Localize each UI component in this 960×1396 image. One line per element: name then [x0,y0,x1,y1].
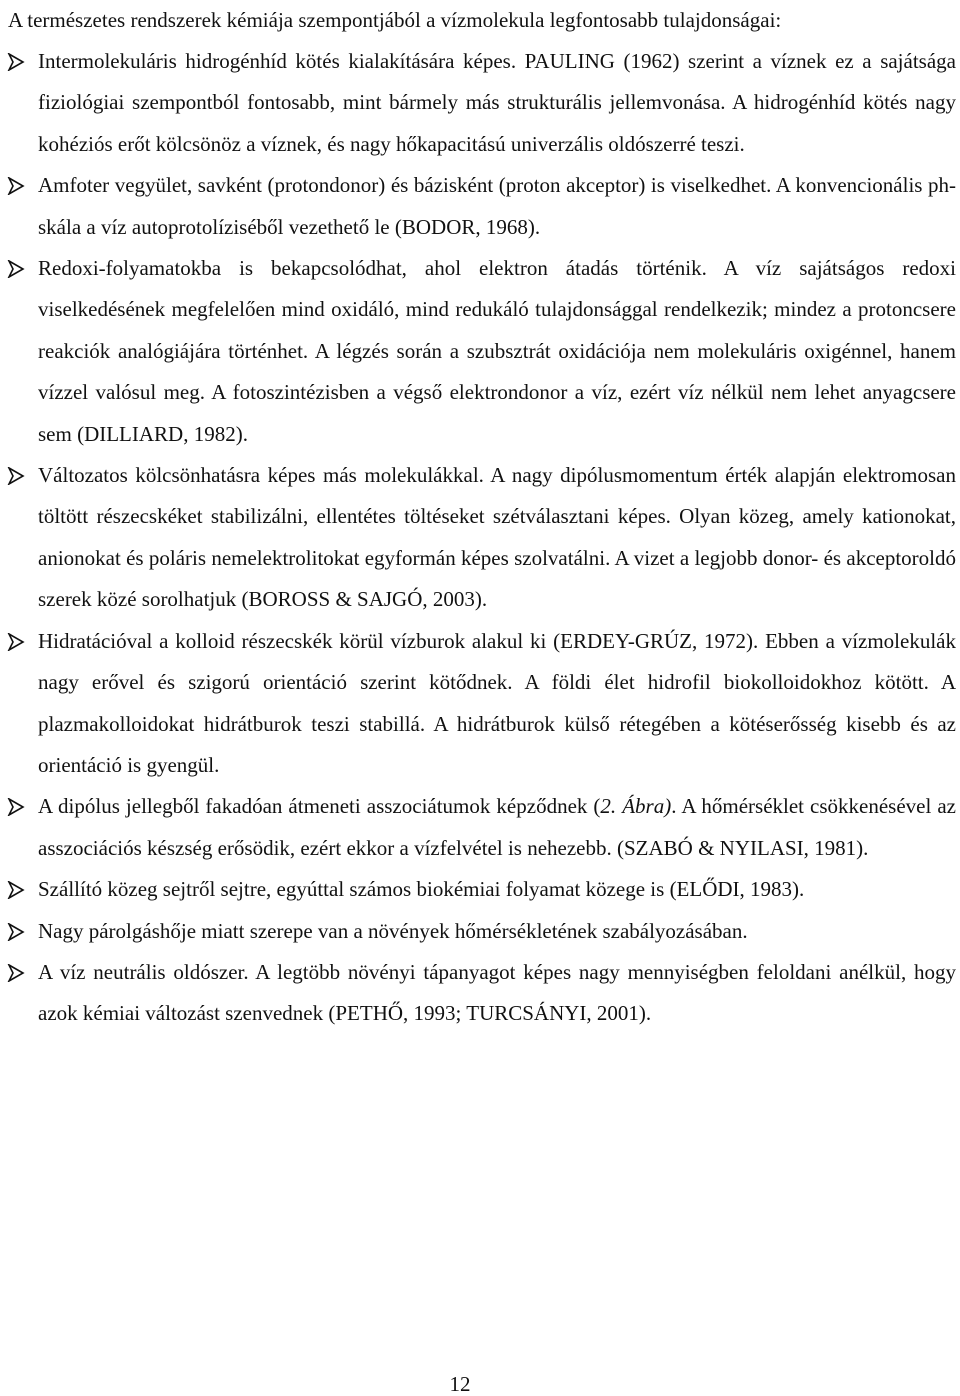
arrowhead-bullet-icon [7,952,27,993]
arrowhead-bullet-icon [7,621,27,662]
list-item-text [38,919,748,943]
text-run: Intermolekuláris hidrogénhíd kötés kialakítására képes. PAULING (1962) szerint a víznek ez a sajátsága fiziológiai szempontból fontosabb, mint bármely más strukturális jellemvonása. A hidrogénhíd kötés nagy kohéziós erőt kölcsönöz a víznek, és nagy hőkapacitású univerzális oldószerré teszi. [38,49,956,156]
arrowhead-bullet-icon [7,911,27,952]
list-item [0,952,960,1035]
text-run: . A hőmérséklet csökkenésével az asszociációs készség erősödik, ezért ekkor a vízfelvétel is nehezebb. (SZABÓ & NYILASI, 1981). [38,794,956,860]
list-item [0,248,960,455]
figure-reference: 2. Ábra) [600,794,672,819]
text-run: Amfoter vegyület, savként (protondonor) és bázisként (proton akceptor) is viselkedhet. A konvencionális ph-skála a víz autoprotolíziséből vezethető le (BODOR, 1968). [38,173,956,239]
list-item-text [38,629,956,777]
list-item-text [38,960,956,1025]
list-item-text [38,256,956,446]
page-number: 12 [449,1372,471,1396]
list-item [0,41,960,165]
intro-paragraph: A természetes rendszerek kémiája szempontjából a vízmolekula legfontosabb tulajdonságai: [8,8,782,32]
text-run: Hidratációval a kolloid részecskék körül vízburok alakul ki (ERDEY-GRÚZ, 1972). Ebben a vízmolekulák nagy erővel és szigorú orientáció szerint kötődnek. A földi élet hidrofil biokolloidokhoz kötött. A plazmakolloidokat hidrátburok teszi stabillá. A hidrátburok külső rétegében a kötéserősség kisebb és az orientáció is gyengül. [38,628,956,777]
text-run: A víz neutrális oldószer. A legtöbb növényi tápanyagot képes nagy mennyiségben feloldani anélkül, hogy azok kémiai változást szenvednek (PETHŐ, 1993; TURCSÁNYI, 2001). [38,959,956,1026]
arrowhead-bullet-icon [7,869,27,910]
list-item-text [38,794,956,859]
arrowhead-bullet-icon [7,165,27,206]
arrowhead-bullet-icon [7,41,27,82]
text-run: Redoxi-folyamatokba is bekapcsolódhat, ahol elektron átadás történik. A víz sajátságos redoxi viselkedésének megfelelően mind oxidáló, mind redukáló tulajdonsággal rendelkezik; mindez a protoncsere reakciók analógiájára történhet. A légzés során a szubsztrát oxidációja nem molekuláris oxigénnel, hanem vízzel valósul meg. A fotoszintézisben a végső elektrondonor a víz, ezért víz nélkül nem lehet anyagcsere sem (DILLIARD, 1982). [38,256,956,446]
list-item [0,165,960,248]
list-item [0,911,960,952]
list-item [0,621,960,787]
arrowhead-bullet-icon [7,248,27,289]
text-run: Változatos kölcsönhatásra képes más molekulákkal. A nagy dipólusmomentum érték alapján elektromosan töltött részecskéket stabilizálni, ellentétes töltéseket szétválasztani képes. Olyan közeg, amely kationokat, anionokat és poláris nemelektrolitokat egyformán képes szolvatálni. A vizet a legjobb donor- és akceptoroldó szerek közé sorolhatjuk (BOROSS & SAJGÓ, 2003). [38,463,956,612]
text-run: A dipólus jellegből fakadóan átmeneti asszociátumok képződnek ( [38,794,601,819]
list-item [0,455,960,621]
list-item-text [38,173,956,238]
list-item-text [38,49,956,156]
property-list [0,41,960,1035]
arrowhead-bullet-icon [7,786,27,827]
list-item-text [38,463,956,611]
list-item [0,869,960,910]
text-run: Nagy párolgáshője miatt szerepe van a növények hőmérsékletének szabályozásában. [38,918,748,943]
text-run: Szállító közeg sejtről sejtre, egyúttal számos biokémiai folyamat közege is (ELŐDI, 1983). [38,877,805,902]
list-item [0,786,960,869]
list-item-text [38,877,804,901]
arrowhead-bullet-icon [7,455,27,496]
